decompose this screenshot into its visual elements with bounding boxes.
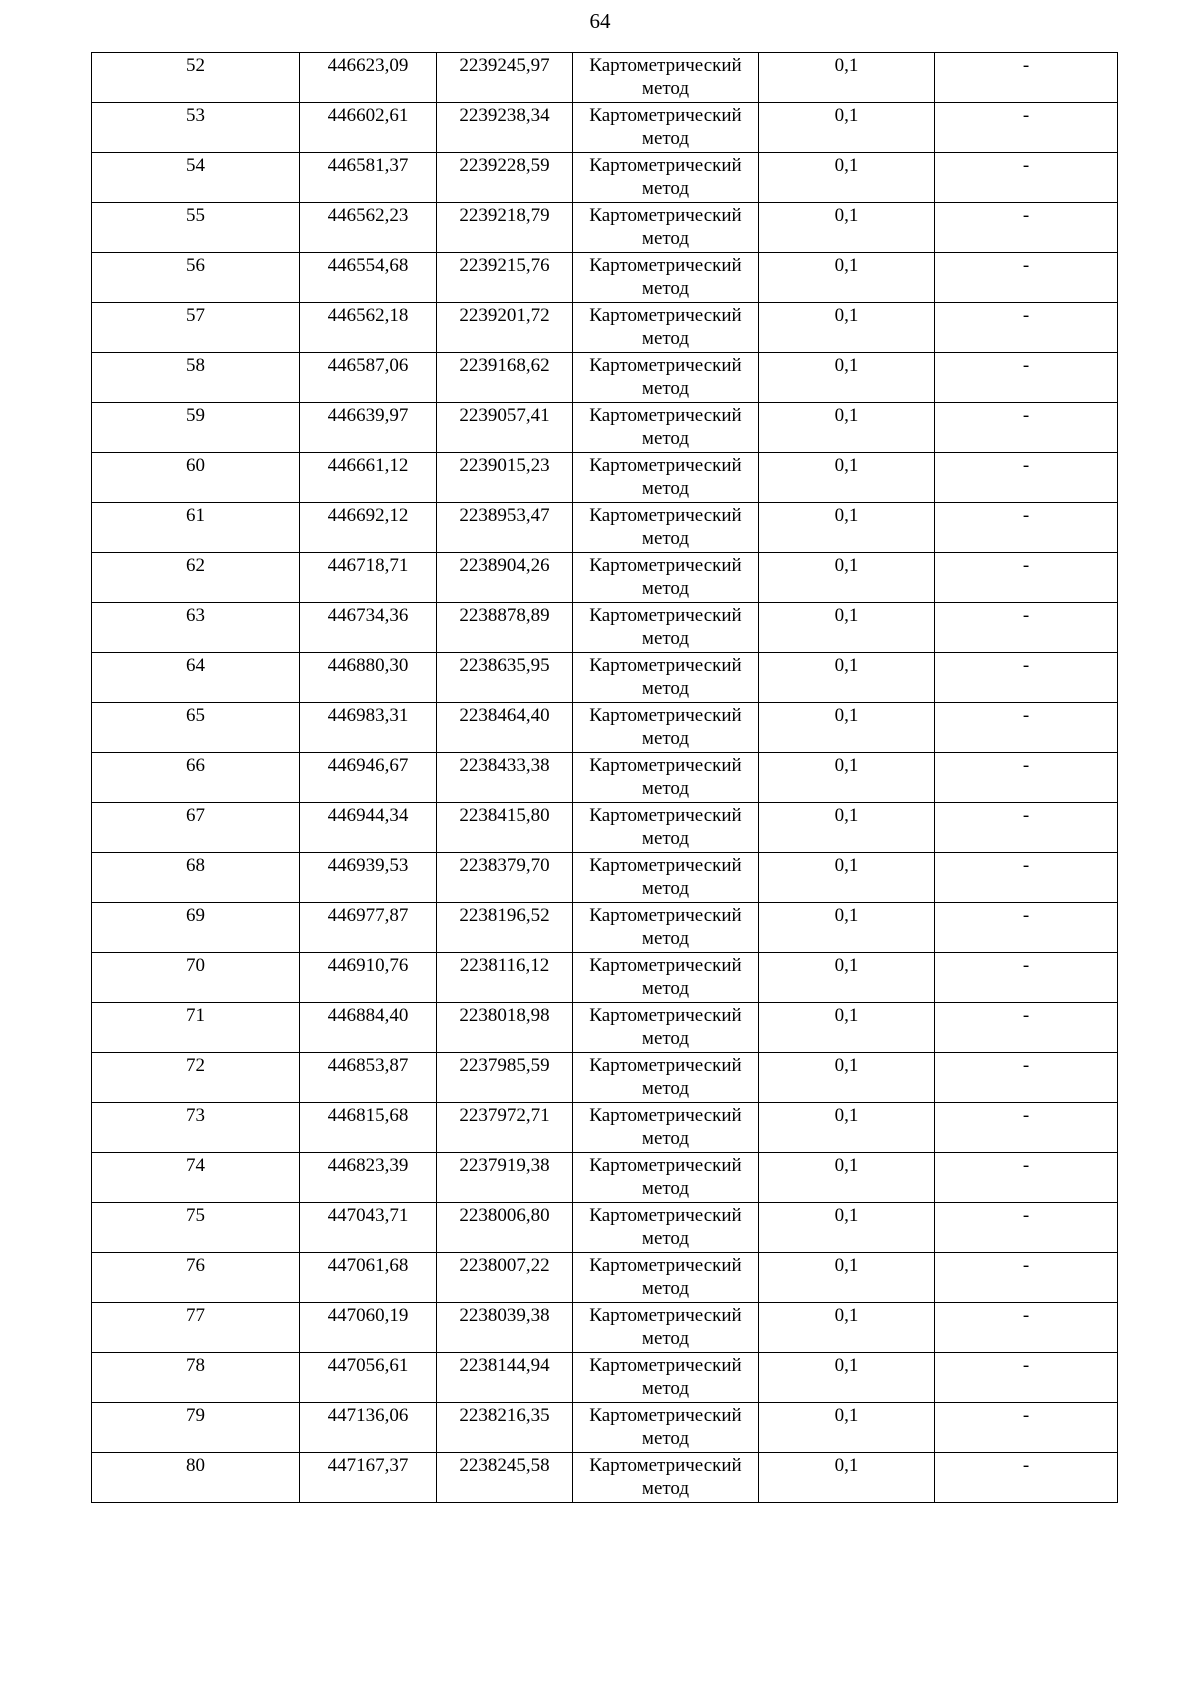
table-row <box>92 1203 1118 1253</box>
point-number-cell: 78 <box>92 1353 300 1403</box>
description-cell: - <box>935 953 1118 1003</box>
y-coordinate-cell: 2239015,23 <box>437 453 573 503</box>
accuracy-cell: 0,1 <box>759 153 935 203</box>
table-row <box>92 753 1118 803</box>
x-coordinate-cell: 446977,87 <box>300 903 437 953</box>
method-cell: Картометрический метод <box>573 253 759 303</box>
x-coordinate-cell: 447056,61 <box>300 1353 437 1403</box>
y-coordinate-cell: 2238904,26 <box>437 553 573 603</box>
table-row <box>92 653 1118 703</box>
method-cell: Картометрический метод <box>573 103 759 153</box>
accuracy-cell: 0,1 <box>759 53 935 103</box>
description-cell: - <box>935 53 1118 103</box>
description-cell: - <box>935 803 1118 853</box>
y-coordinate-cell: 2238464,40 <box>437 703 573 753</box>
accuracy-cell: 0,1 <box>759 253 935 303</box>
point-number-cell: 74 <box>92 1153 300 1203</box>
point-number-cell: 67 <box>92 803 300 853</box>
table-row <box>92 803 1118 853</box>
y-coordinate-cell: 2238379,70 <box>437 853 573 903</box>
description-cell: - <box>935 403 1118 453</box>
table-row <box>92 1303 1118 1353</box>
x-coordinate-cell: 446734,36 <box>300 603 437 653</box>
table-row <box>92 353 1118 403</box>
y-coordinate-cell: 2238216,35 <box>437 1403 573 1453</box>
y-coordinate-cell: 2239245,97 <box>437 53 573 103</box>
x-coordinate-cell: 447167,37 <box>300 1453 437 1503</box>
accuracy-cell: 0,1 <box>759 1253 935 1303</box>
point-number-cell: 57 <box>92 303 300 353</box>
point-number-cell: 66 <box>92 753 300 803</box>
page-number: 64 <box>589 9 611 33</box>
accuracy-cell: 0,1 <box>759 903 935 953</box>
table-row <box>92 1353 1118 1403</box>
x-coordinate-cell: 446983,31 <box>300 703 437 753</box>
y-coordinate-cell: 2238144,94 <box>437 1353 573 1403</box>
accuracy-cell: 0,1 <box>759 1303 935 1353</box>
description-cell: - <box>935 1453 1118 1503</box>
x-coordinate-cell: 446718,71 <box>300 553 437 603</box>
accuracy-cell: 0,1 <box>759 1403 935 1453</box>
description-cell: - <box>935 353 1118 403</box>
x-coordinate-cell: 446562,23 <box>300 203 437 253</box>
coordinates-table <box>91 52 1118 1503</box>
y-coordinate-cell: 2238433,38 <box>437 753 573 803</box>
x-coordinate-cell: 446587,06 <box>300 353 437 403</box>
accuracy-cell: 0,1 <box>759 1153 935 1203</box>
table-row <box>92 1153 1118 1203</box>
x-coordinate-cell: 446602,61 <box>300 103 437 153</box>
x-coordinate-cell: 446661,12 <box>300 453 437 503</box>
x-coordinate-cell: 446554,68 <box>300 253 437 303</box>
table-row <box>92 1253 1118 1303</box>
method-cell: Картометрический метод <box>573 503 759 553</box>
point-number-cell: 64 <box>92 653 300 703</box>
accuracy-cell: 0,1 <box>759 1353 935 1403</box>
point-number-cell: 65 <box>92 703 300 753</box>
description-cell: - <box>935 1253 1118 1303</box>
description-cell: - <box>935 603 1118 653</box>
accuracy-cell: 0,1 <box>759 953 935 1003</box>
y-coordinate-cell: 2238953,47 <box>437 503 573 553</box>
table-row <box>92 1053 1118 1103</box>
description-cell: - <box>935 1303 1118 1353</box>
method-cell: Картометрический метод <box>573 1203 759 1253</box>
accuracy-cell: 0,1 <box>759 753 935 803</box>
table-row <box>92 1453 1118 1503</box>
table-row <box>92 403 1118 453</box>
table-row <box>92 1403 1118 1453</box>
y-coordinate-cell: 2238018,98 <box>437 1003 573 1053</box>
description-cell: - <box>935 1403 1118 1453</box>
description-cell: - <box>935 903 1118 953</box>
accuracy-cell: 0,1 <box>759 1003 935 1053</box>
table-row <box>92 1103 1118 1153</box>
description-cell: - <box>935 303 1118 353</box>
table-row <box>92 253 1118 303</box>
y-coordinate-cell: 2239057,41 <box>437 403 573 453</box>
method-cell: Картометрический метод <box>573 553 759 603</box>
accuracy-cell: 0,1 <box>759 353 935 403</box>
point-number-cell: 79 <box>92 1403 300 1453</box>
y-coordinate-cell: 2238039,38 <box>437 1303 573 1353</box>
description-cell: - <box>935 853 1118 903</box>
x-coordinate-cell: 446880,30 <box>300 653 437 703</box>
method-cell: Картометрический метод <box>573 703 759 753</box>
description-cell: - <box>935 1053 1118 1103</box>
description-cell: - <box>935 453 1118 503</box>
x-coordinate-cell: 447060,19 <box>300 1303 437 1353</box>
description-cell: - <box>935 153 1118 203</box>
coordinates-table-body <box>92 53 1118 1503</box>
description-cell: - <box>935 103 1118 153</box>
point-number-cell: 53 <box>92 103 300 153</box>
method-cell: Картометрический метод <box>573 1053 759 1103</box>
description-cell: - <box>935 503 1118 553</box>
point-number-cell: 60 <box>92 453 300 503</box>
accuracy-cell: 0,1 <box>759 453 935 503</box>
description-cell: - <box>935 1203 1118 1253</box>
point-number-cell: 72 <box>92 1053 300 1103</box>
table-row <box>92 1003 1118 1053</box>
method-cell: Картометрический метод <box>573 153 759 203</box>
point-number-cell: 55 <box>92 203 300 253</box>
point-number-cell: 75 <box>92 1203 300 1253</box>
y-coordinate-cell: 2239168,62 <box>437 353 573 403</box>
table-row <box>92 553 1118 603</box>
description-cell: - <box>935 1103 1118 1153</box>
y-coordinate-cell: 2239218,79 <box>437 203 573 253</box>
description-cell: - <box>935 653 1118 703</box>
method-cell: Картометрический метод <box>573 453 759 503</box>
accuracy-cell: 0,1 <box>759 853 935 903</box>
x-coordinate-cell: 446692,12 <box>300 503 437 553</box>
table-row <box>92 153 1118 203</box>
table-row <box>92 903 1118 953</box>
description-cell: - <box>935 253 1118 303</box>
x-coordinate-cell: 447061,68 <box>300 1253 437 1303</box>
point-number-cell: 58 <box>92 353 300 403</box>
table-row <box>92 203 1118 253</box>
table-row <box>92 303 1118 353</box>
y-coordinate-cell: 2239228,59 <box>437 153 573 203</box>
method-cell: Картометрический метод <box>573 853 759 903</box>
table-row <box>92 703 1118 753</box>
method-cell: Картометрический метод <box>573 1303 759 1353</box>
accuracy-cell: 0,1 <box>759 1203 935 1253</box>
x-coordinate-cell: 447043,71 <box>300 1203 437 1253</box>
y-coordinate-cell: 2238878,89 <box>437 603 573 653</box>
y-coordinate-cell: 2239215,76 <box>437 253 573 303</box>
x-coordinate-cell: 446939,53 <box>300 853 437 903</box>
x-coordinate-cell: 446946,67 <box>300 753 437 803</box>
method-cell: Картометрический метод <box>573 1403 759 1453</box>
y-coordinate-cell: 2239201,72 <box>437 303 573 353</box>
point-number-cell: 77 <box>92 1303 300 1353</box>
y-coordinate-cell: 2238006,80 <box>437 1203 573 1253</box>
y-coordinate-cell: 2238196,52 <box>437 903 573 953</box>
method-cell: Картометрический метод <box>573 603 759 653</box>
accuracy-cell: 0,1 <box>759 503 935 553</box>
point-number-cell: 59 <box>92 403 300 453</box>
point-number-cell: 68 <box>92 853 300 903</box>
description-cell: - <box>935 203 1118 253</box>
point-number-cell: 62 <box>92 553 300 603</box>
method-cell: Картометрический метод <box>573 1353 759 1403</box>
method-cell: Картометрический метод <box>573 1153 759 1203</box>
accuracy-cell: 0,1 <box>759 303 935 353</box>
point-number-cell: 52 <box>92 53 300 103</box>
x-coordinate-cell: 446910,76 <box>300 953 437 1003</box>
description-cell: - <box>935 753 1118 803</box>
table-row <box>92 853 1118 903</box>
description-cell: - <box>935 1003 1118 1053</box>
point-number-cell: 63 <box>92 603 300 653</box>
y-coordinate-cell: 2237985,59 <box>437 1053 573 1103</box>
method-cell: Картометрический метод <box>573 1453 759 1503</box>
y-coordinate-cell: 2237919,38 <box>437 1153 573 1203</box>
method-cell: Картометрический метод <box>573 1253 759 1303</box>
accuracy-cell: 0,1 <box>759 803 935 853</box>
point-number-cell: 73 <box>92 1103 300 1153</box>
table-row <box>92 103 1118 153</box>
y-coordinate-cell: 2237972,71 <box>437 1103 573 1153</box>
accuracy-cell: 0,1 <box>759 1103 935 1153</box>
accuracy-cell: 0,1 <box>759 203 935 253</box>
accuracy-cell: 0,1 <box>759 103 935 153</box>
y-coordinate-cell: 2238415,80 <box>437 803 573 853</box>
y-coordinate-cell: 2238245,58 <box>437 1453 573 1503</box>
method-cell: Картометрический метод <box>573 903 759 953</box>
method-cell: Картометрический метод <box>573 953 759 1003</box>
x-coordinate-cell: 446884,40 <box>300 1003 437 1053</box>
point-number-cell: 80 <box>92 1453 300 1503</box>
accuracy-cell: 0,1 <box>759 553 935 603</box>
x-coordinate-cell: 446623,09 <box>300 53 437 103</box>
y-coordinate-cell: 2238007,22 <box>437 1253 573 1303</box>
point-number-cell: 61 <box>92 503 300 553</box>
table-row <box>92 503 1118 553</box>
point-number-cell: 56 <box>92 253 300 303</box>
x-coordinate-cell: 446581,37 <box>300 153 437 203</box>
accuracy-cell: 0,1 <box>759 703 935 753</box>
x-coordinate-cell: 446853,87 <box>300 1053 437 1103</box>
method-cell: Картометрический метод <box>573 653 759 703</box>
x-coordinate-cell: 446823,39 <box>300 1153 437 1203</box>
x-coordinate-cell: 446815,68 <box>300 1103 437 1153</box>
table-row <box>92 603 1118 653</box>
accuracy-cell: 0,1 <box>759 1053 935 1103</box>
table-row <box>92 53 1118 103</box>
point-number-cell: 71 <box>92 1003 300 1053</box>
method-cell: Картометрический метод <box>573 403 759 453</box>
x-coordinate-cell: 447136,06 <box>300 1403 437 1453</box>
point-number-cell: 70 <box>92 953 300 1003</box>
point-number-cell: 76 <box>92 1253 300 1303</box>
table-row <box>92 953 1118 1003</box>
x-coordinate-cell: 446562,18 <box>300 303 437 353</box>
point-number-cell: 69 <box>92 903 300 953</box>
description-cell: - <box>935 553 1118 603</box>
table-row <box>92 453 1118 503</box>
description-cell: - <box>935 703 1118 753</box>
description-cell: - <box>935 1153 1118 1203</box>
accuracy-cell: 0,1 <box>759 653 935 703</box>
method-cell: Картометрический метод <box>573 303 759 353</box>
y-coordinate-cell: 2239238,34 <box>437 103 573 153</box>
method-cell: Картометрический метод <box>573 353 759 403</box>
method-cell: Картометрический метод <box>573 753 759 803</box>
method-cell: Картометрический метод <box>573 53 759 103</box>
description-cell: - <box>935 1353 1118 1403</box>
x-coordinate-cell: 446944,34 <box>300 803 437 853</box>
method-cell: Картометрический метод <box>573 1103 759 1153</box>
accuracy-cell: 0,1 <box>759 403 935 453</box>
x-coordinate-cell: 446639,97 <box>300 403 437 453</box>
method-cell: Картометрический метод <box>573 203 759 253</box>
method-cell: Картометрический метод <box>573 803 759 853</box>
accuracy-cell: 0,1 <box>759 1453 935 1503</box>
accuracy-cell: 0,1 <box>759 603 935 653</box>
y-coordinate-cell: 2238116,12 <box>437 953 573 1003</box>
point-number-cell: 54 <box>92 153 300 203</box>
method-cell: Картометрический метод <box>573 1003 759 1053</box>
y-coordinate-cell: 2238635,95 <box>437 653 573 703</box>
